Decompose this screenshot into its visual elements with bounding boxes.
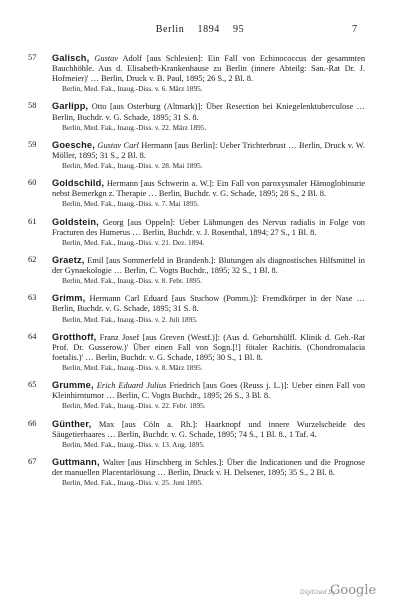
google-watermark xyxy=(300,583,380,599)
entry-number: 58 xyxy=(28,101,37,111)
entry-note: Berlin, Med. Fak., Inaug.-Diss. v. 13. Aug. 1895. xyxy=(62,439,205,449)
entry-description: Franz Josef [aus Greven (Westf.)]: (Aus d. Geburtshülfl. Klinik d. Geh.-Rat Prof. Dr. Gusserow.)' Über einen Fall von Sogn.[!] fötaler Rachitis. (Chondromalacia foetalis.)' … Berlin, Buchdr. v. G. Schade, 1895; 30 S., 1 Bl. 8. xyxy=(52,332,365,362)
watermark-small-text: Digitized by xyxy=(300,589,336,596)
entry-text xyxy=(52,53,365,84)
entry-number: 63 xyxy=(28,293,37,303)
entry-text xyxy=(52,140,365,161)
list-item xyxy=(27,217,365,247)
entry-description: Adolf [aus Schlesien]: Ein Fall von Echinococcus der gesammten Bauchhöhle. Aus d. Elisabeth-Krankenhause zu Berlin (innere Abteilg: San.-Rat Dr. J. Hofmeier)' … Berlin, Druck v. B. Paul, 1895; 26 S., 2 Bl. 8. xyxy=(52,54,366,84)
list-item xyxy=(27,140,365,170)
entry-surname: Garlipp, xyxy=(52,101,89,112)
header-year: 1894 xyxy=(197,24,220,35)
entry-number: 59 xyxy=(28,139,37,149)
entry-number: 67 xyxy=(28,456,37,466)
entry-note: Berlin, Med. Fak., Inaug.-Diss. v. 25. Juni 1895. xyxy=(62,478,203,488)
entry-surname: Goesche, xyxy=(52,139,95,150)
entry-surname: Grotthoff, xyxy=(52,331,97,342)
entry-note: Berlin, Med. Fak., Inaug.-Diss. v. 7. Mai 1895. xyxy=(62,199,199,209)
list-item xyxy=(27,255,365,285)
entry-surname: Günther, xyxy=(52,418,92,429)
entry-description: Friedrich [aus Goes (Reuss j. L.)]: Ueber einen Fall von Kleinhirntumor … Berlin, C. Vogts Buchdr., 1895; 26 S., 3 Bl. 8. xyxy=(52,381,366,401)
list-item xyxy=(27,293,365,323)
list-item xyxy=(27,419,365,449)
entry-number: 57 xyxy=(28,53,37,62)
list-item xyxy=(27,332,365,372)
list-item xyxy=(27,380,365,410)
entry-text xyxy=(52,217,365,238)
entry-surname: Grimm, xyxy=(52,293,86,304)
entry-surname: Grumme, xyxy=(52,380,94,391)
entry-number: 66 xyxy=(28,418,37,428)
entry-note: Berlin, Med. Fak., Inaug.-Diss. v. 22. Febr. 1895. xyxy=(62,401,206,411)
list-item xyxy=(27,53,365,93)
entry-note: Berlin, Med. Fak., Inaug.-Diss. v. 28. Mai 1895. xyxy=(62,161,203,171)
entry-description: Hermann [aus Berlin]: Ueber Trichterbrust … Berlin, Druck v. W. Möller, 1895; 31 S., 2 Bl. 8. xyxy=(52,140,366,160)
entry-number: 62 xyxy=(28,254,37,264)
entry-description: Max [aus Cöln a. Rh.]: Haarknopf und innere Wurzelscheide des Säugetierhaares … Berlin, Buchdr. v. G. Schade, 1895; 74 S., 1 Bl. 8., 1 Taf. 4. xyxy=(52,419,365,439)
header-volume: 95 xyxy=(233,24,245,35)
header-city: Berlin xyxy=(155,24,185,35)
entry-note: Berlin, Med. Fak., Inaug.-Diss. v. 2. Juli 1895. xyxy=(62,314,198,324)
entry-note: Berlin, Med. Fak., Inaug.-Diss. v. 8. März 1895. xyxy=(62,363,203,372)
entry-number: 64 xyxy=(28,331,37,341)
entry-given-italic: Gustav Carl xyxy=(97,140,139,150)
entry-text xyxy=(52,332,365,363)
entry-note: Berlin, Med. Fak., Inaug.-Diss. v. 6. März 1895. xyxy=(62,84,203,94)
entry-note: Berlin, Med. Fak., Inaug.-Diss. v. 8. Febr. 1895. xyxy=(62,276,202,286)
entry-text xyxy=(52,419,365,440)
running-header xyxy=(0,24,400,38)
entry-description: Emil [aus Sommerfeld in Brandenb.]: Blutungen als diagnostisches Hilfsmittel in der Gynaekologie … Berlin, C. Vogts Buchdr., 1895; 32 S., 1 Bl. 8. xyxy=(52,255,365,276)
list-item xyxy=(27,457,365,487)
entry-description: Georg [aus Oppeln]: Ueber Lähmungen des Nervus radialis in Folge von Fracturen des Humerus … Berlin, Buchdr. v. J. Rosenthal, 1894; 27 S., 1 Bl. 8. xyxy=(52,217,365,237)
entry-description: Otto [aus Osterburg (Altmark)]: Über Resection bei Kniegelenktuberculose … Berlin, Buchdr. v. G. Schade, 1895; 31 S. 8. xyxy=(52,102,365,122)
entry-list xyxy=(27,53,365,495)
entry-number: 60 xyxy=(28,178,37,188)
entry-description: Walter [aus Hirschberg in Schles.]: Über die Indicationen und die Prognose der manuellen Placentarlösung … Berlin, Druck v. H. Delsener, 1895; 35 S., 2 Bl. 8. xyxy=(52,457,365,478)
entry-text xyxy=(52,293,365,314)
header-title xyxy=(140,24,260,35)
entry-note: Berlin, Med. Fak., Inaug.-Diss. v. 22. März 1895. xyxy=(62,122,207,132)
entry-surname: Goldstein, xyxy=(52,216,99,227)
entry-text xyxy=(52,178,365,199)
entry-number: 65 xyxy=(28,380,37,390)
list-item xyxy=(27,178,365,208)
entry-surname: Goldschild, xyxy=(52,178,105,189)
page-number: 7 xyxy=(352,24,357,35)
entry-text xyxy=(52,380,365,401)
entry-given-italic: Erich Eduard Julius xyxy=(96,381,167,391)
entry-number: 61 xyxy=(28,216,37,226)
entry-description: Hermann Carl Eduard [aus Stuchow (Pomm.)]: Fremdkörper in der Nase … Berlin, Buchdr. v. G. Schade, 1895; 31 S. 8. xyxy=(52,294,365,314)
entry-text xyxy=(52,101,365,122)
list-item xyxy=(27,101,365,131)
entry-text xyxy=(52,457,365,478)
entry-description: Hermann [aus Schwerin a. W.]: Ein Fall von paroxysmaler Hämoglobinurie nebst Bemerkgn z. Therapie … Berlin, Buchdr. v. G. Schade, 1895; 28 S., 2 Bl. 8. xyxy=(52,179,365,199)
entry-note: Berlin, Med. Fak., Inaug.-Diss. v. 21. Dez. 1894. xyxy=(62,237,205,247)
entry-surname: Galisch, xyxy=(52,53,90,63)
entry-surname: Graetz, xyxy=(52,254,85,265)
entry-text xyxy=(52,255,365,276)
entry-given-italic: Gustav xyxy=(94,54,119,63)
entry-surname: Guttmann, xyxy=(52,456,100,467)
google-logo: Google xyxy=(330,583,377,598)
